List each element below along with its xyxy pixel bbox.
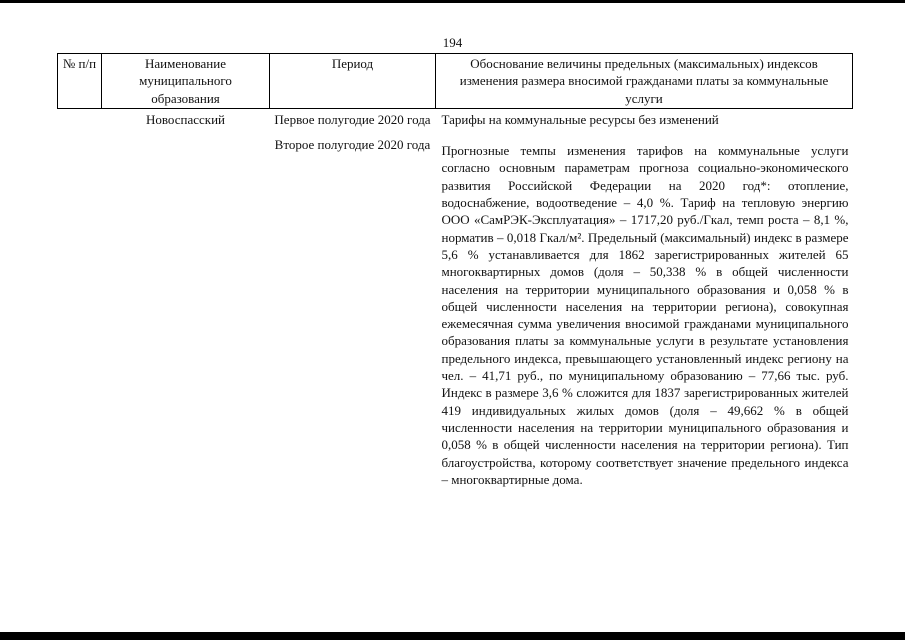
justification-cell <box>436 108 853 488</box>
period-cell <box>270 108 436 488</box>
justification-first-half: Тарифы на коммунальные ресурсы без изменений <box>441 111 719 127</box>
period-second-half: Второе полугодие 2020 года <box>274 137 431 153</box>
municipality-name: Новоспасский <box>145 111 226 127</box>
scan-bottom-edge <box>0 632 905 640</box>
table-header-row <box>58 54 853 109</box>
header-municipality: Наименование муниципального образования <box>102 54 270 109</box>
period-first-half: Первое полугодие 2020 года <box>274 111 431 127</box>
header-period: Период <box>270 54 436 109</box>
justification-second-half: Прогнозные темпы изменения тарифов на коммунальные услуги согласно основным параметрам прогноза социально-экономического развития Российской Федерации на 2020 год*: отопление, водоснабжение, водоотведение – 4,0 %. Тариф на тепловую энергию ООО «СамРЭК-Эксплуатация» – 1717,20 руб./Гкал, темп роста – 8,1 %, норматив – 0,018 Гкал/м². Предельный (максимальный) индекс в размере 5,6 % устанавливается для 1862 зарегистрированных жителей 65 многоквартирных домов (доля – 50,338 % в общей численности населения на территории муниципального образования и 0,058 % в общей численности населения на территории региона), совокупная ежемесячная сумма увеличения вносимой гражданами муниципального образования платы за коммунальные услуги в результате установления предельного индекса, превышающего установленный индекс региону на чел. – 41,71 руб., по муниципальному образованию – 77,66 тыс. руб. Индекс в размере 3,6 % сложится для 1837 зарегистрированных жителей 419 индивидуальных жилых домов (доля – 49,662 % в общей численности населения на территории муниципального образования и 0,058 % в общей численности населения на территории региона). Тип благоустройства, которому соответствует значение предельного индекса – многоквартирные дома. <box>441 143 849 487</box>
page-number: 194 <box>442 35 463 50</box>
scan-top-edge <box>0 0 905 3</box>
header-number: № п/п <box>58 54 102 109</box>
tariff-index-table <box>57 53 853 488</box>
header-justification: Обоснование величины предельных (максимальных) индексов изменения размера вносимой гражданами платы за коммунальные услуги <box>436 54 853 109</box>
table-row <box>58 108 853 488</box>
row-number <box>58 108 102 488</box>
